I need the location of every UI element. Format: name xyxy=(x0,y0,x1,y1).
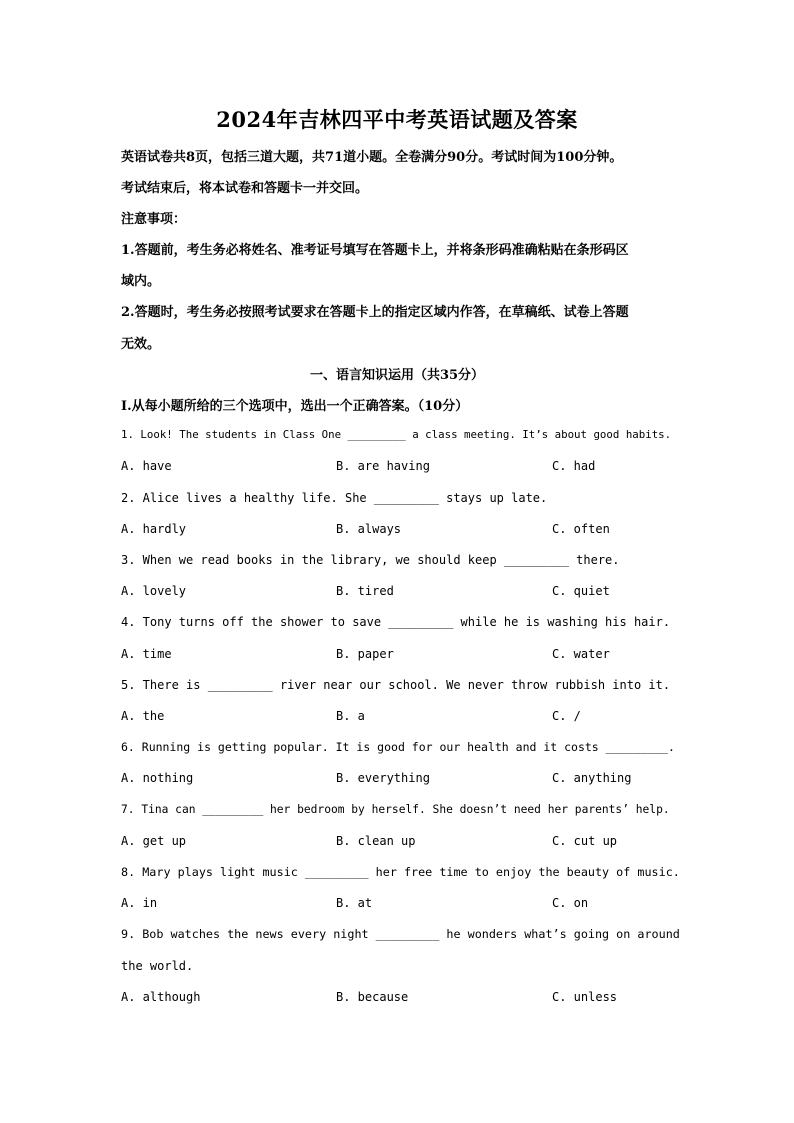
option-c[interactable]: C. water xyxy=(552,647,610,661)
option-b[interactable]: B. always xyxy=(336,522,402,536)
option-a[interactable]: A. nothing xyxy=(121,771,194,785)
question-stem: 3. When we read books in the library, we should keep _________ there. xyxy=(121,553,620,567)
page-title: 2024年吉林四平中考英语试题及答案 xyxy=(216,107,578,132)
question-stem: 7. Tina can _________ her bedroom by herself. She doesn’t need her parents’ help. xyxy=(121,803,670,816)
question-options xyxy=(121,459,681,477)
option-c[interactable]: C. had xyxy=(552,459,596,473)
question-stem: 9. Bob watches the news every night _________ he wonders what’s going on around xyxy=(121,927,680,941)
option-c[interactable]: C. on xyxy=(552,896,589,910)
section-title: 一、语言知识运用（共35分） xyxy=(309,368,485,383)
intro-line: 域内。 xyxy=(121,274,161,289)
intro-line: 英语试卷共8页，包括三道大题，共71道小题。全卷满分90分。考试时间为100分钟。 xyxy=(121,150,623,165)
option-a[interactable]: A. although xyxy=(121,990,201,1004)
option-b[interactable]: B. are having xyxy=(336,459,430,473)
intro-line: 考试结束后，将本试卷和答题卡一并交回。 xyxy=(121,181,369,196)
intro-line: 1.答题前，考生务必将姓名、准考证号填写在答题卡上，并将条形码准确粘贴在条形码区 xyxy=(121,243,629,258)
option-a[interactable]: A. lovely xyxy=(121,584,187,598)
option-c[interactable]: C. cut up xyxy=(552,834,618,848)
option-b[interactable]: B. paper xyxy=(336,647,394,661)
part-title: Ⅰ.从每小题所给的三个选项中，选出一个正确答案。（10分） xyxy=(121,399,469,414)
question-options xyxy=(121,709,681,727)
question-stem: 1. Look! The students in Class One _________ a class meeting. It’s about good habits. xyxy=(121,428,672,441)
option-c[interactable]: C. unless xyxy=(552,990,618,1004)
question-options xyxy=(121,990,681,1008)
question-options xyxy=(121,771,681,789)
option-a[interactable]: A. the xyxy=(121,709,165,723)
option-c[interactable]: C. often xyxy=(552,522,610,536)
question-stem: 2. Alice lives a healthy life. She _________ stays up late. xyxy=(121,491,548,505)
option-c[interactable]: C. anything xyxy=(552,771,632,785)
question-options xyxy=(121,834,681,852)
intro-line: 注意事项： xyxy=(121,212,187,227)
option-a[interactable]: A. in xyxy=(121,896,158,910)
question-stem: 8. Mary plays light music _________ her free time to enjoy the beauty of music. xyxy=(121,865,680,879)
option-a[interactable]: A. get up xyxy=(121,834,187,848)
question-stem: 4. Tony turns off the shower to save _________ while he is washing his hair. xyxy=(121,615,671,629)
question-stem-continued: the world. xyxy=(121,959,194,973)
option-b[interactable]: B. because xyxy=(336,990,409,1004)
option-a[interactable]: A. hardly xyxy=(121,522,187,536)
intro-line: 2.答题时，考生务必按照考试要求在答题卡上的指定区域内作答，在草稿纸、试卷上答题 xyxy=(121,305,629,320)
intro-line: 无效。 xyxy=(121,337,161,352)
question-stem: 5. There is _________ river near our school. We never throw rubbish into it. xyxy=(121,678,671,692)
question-options xyxy=(121,584,681,602)
option-a[interactable]: A. have xyxy=(121,459,172,473)
option-c[interactable]: C. quiet xyxy=(552,584,610,598)
option-a[interactable]: A. time xyxy=(121,647,172,661)
option-b[interactable]: B. clean up xyxy=(336,834,416,848)
option-b[interactable]: B. a xyxy=(336,709,365,723)
option-b[interactable]: B. at xyxy=(336,896,373,910)
option-b[interactable]: B. tired xyxy=(336,584,394,598)
option-c[interactable]: C. / xyxy=(552,709,581,723)
option-b[interactable]: B. everything xyxy=(336,771,430,785)
question-options xyxy=(121,522,681,540)
question-options xyxy=(121,647,681,665)
question-stem: 6. Running is getting popular. It is good for our health and it costs _________. xyxy=(121,740,675,754)
question-options xyxy=(121,896,681,914)
